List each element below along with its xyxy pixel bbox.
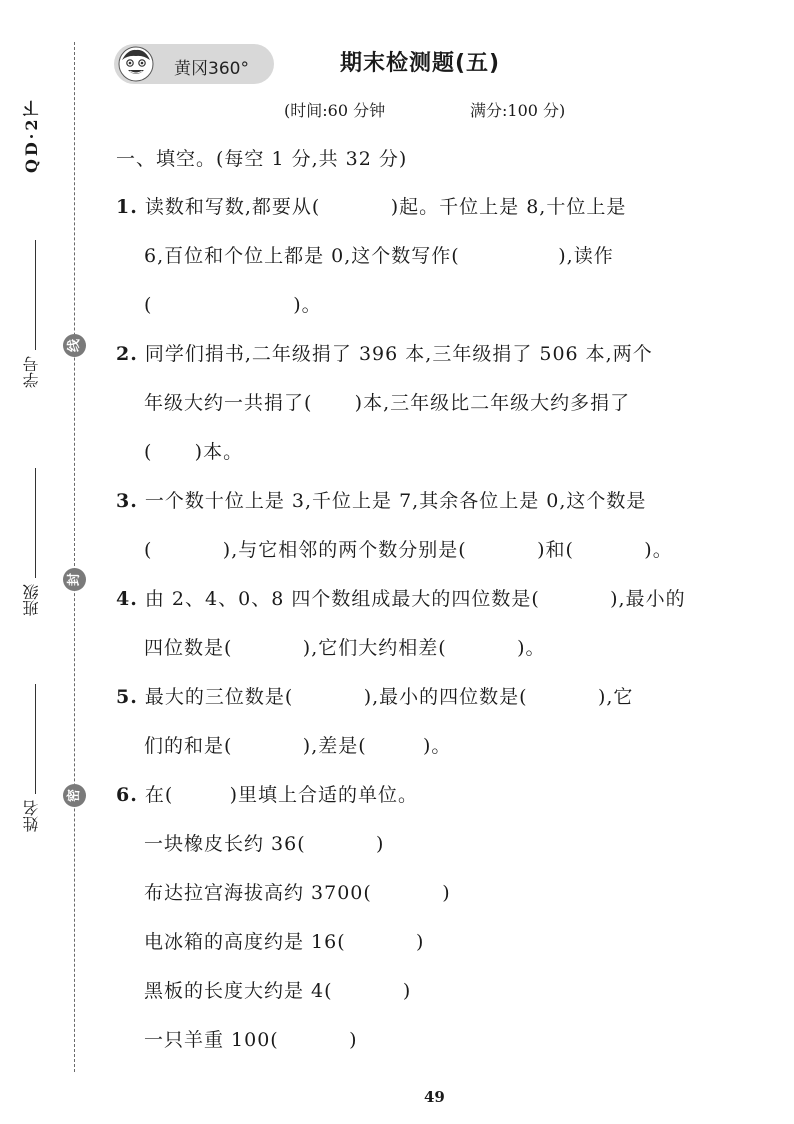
question-5-line-2: 们的和是( ),差是( )。 xyxy=(144,735,452,757)
exam-full-score: 满分:100 分) xyxy=(470,101,566,120)
binding-mark-seal: 封 xyxy=(63,568,86,591)
edition-code: QD·2下 xyxy=(22,97,41,173)
question-6-item-eraser: 一块橡皮长约 36( ) xyxy=(144,833,385,855)
question-1-line-2: 6,百位和个位上都是 0,这个数写作( ),读作 xyxy=(144,245,614,267)
question-2-line-2: 年级大约一共捐了( )本,三年级比二年级大约多捐了 xyxy=(144,392,631,414)
section-heading: 一、填空。(每空 1 分,共 32 分) xyxy=(116,148,408,170)
question-text: 一个数十位上是 3,千位上是 7,其余各位上是 0,这个数是 xyxy=(144,490,647,512)
question-6-item-blackboard: 黑板的长度大约是 4( ) xyxy=(144,980,412,1002)
page-number: 49 xyxy=(424,1088,445,1106)
exam-time: (时间:60 分钟 xyxy=(284,101,386,120)
class-label: 班级 xyxy=(22,584,41,616)
question-5-line-1 xyxy=(116,682,633,709)
question-2-line-3: ( )本。 xyxy=(144,441,244,463)
question-1-line-3: ( )。 xyxy=(144,294,322,316)
question-number: 4. xyxy=(116,588,138,610)
question-6-item-fridge: 电冰箱的高度约是 16( ) xyxy=(144,931,425,953)
question-6-item-sheep: 一只羊重 100( ) xyxy=(144,1029,358,1051)
binding-mark-line: 线 xyxy=(63,334,86,357)
question-number: 6. xyxy=(116,784,138,806)
question-4-line-1 xyxy=(116,584,686,611)
question-6-line-1 xyxy=(116,780,418,807)
question-text: 最大的三位数是( ),最小的四位数是( ),它 xyxy=(144,686,634,708)
question-number: 5. xyxy=(116,686,138,708)
question-3-line-1 xyxy=(116,486,646,513)
mascot-logo-icon xyxy=(118,46,154,82)
page-title: 期末检测题(五) xyxy=(340,51,501,76)
brand-name: 黄冈360° xyxy=(174,59,249,79)
question-6-item-potala: 布达拉宫海拔高约 3700( ) xyxy=(144,882,451,904)
binding-dashed-line xyxy=(74,42,75,1072)
question-2-line-1 xyxy=(116,339,653,366)
class-underline xyxy=(35,468,36,578)
binding-mark-secret: 密 xyxy=(63,784,86,807)
question-number: 3. xyxy=(116,490,138,512)
question-number: 2. xyxy=(116,343,138,365)
question-text: 同学们捐书,二年级捐了 396 本,三年级捐了 506 本,两个 xyxy=(144,343,653,365)
question-4-line-2: 四位数是( ),它们大约相差( )。 xyxy=(144,637,546,659)
question-number: 1. xyxy=(116,196,138,218)
question-3-line-2: ( ),与它相邻的两个数分别是( )和( )。 xyxy=(144,539,673,561)
question-text: 由 2、4、0、8 四个数组成最大的四位数是( ),最小的 xyxy=(144,588,686,610)
question-1-line-1 xyxy=(116,192,626,219)
student-id-underline xyxy=(35,240,36,350)
question-text: 读数和写数,都要从( )起。千位上是 8,十位上是 xyxy=(144,196,627,218)
name-underline xyxy=(35,684,36,794)
question-text: 在( )里填上合适的单位。 xyxy=(144,784,419,806)
student-id-label: 学号 xyxy=(22,356,41,388)
name-label: 姓名 xyxy=(22,800,41,832)
